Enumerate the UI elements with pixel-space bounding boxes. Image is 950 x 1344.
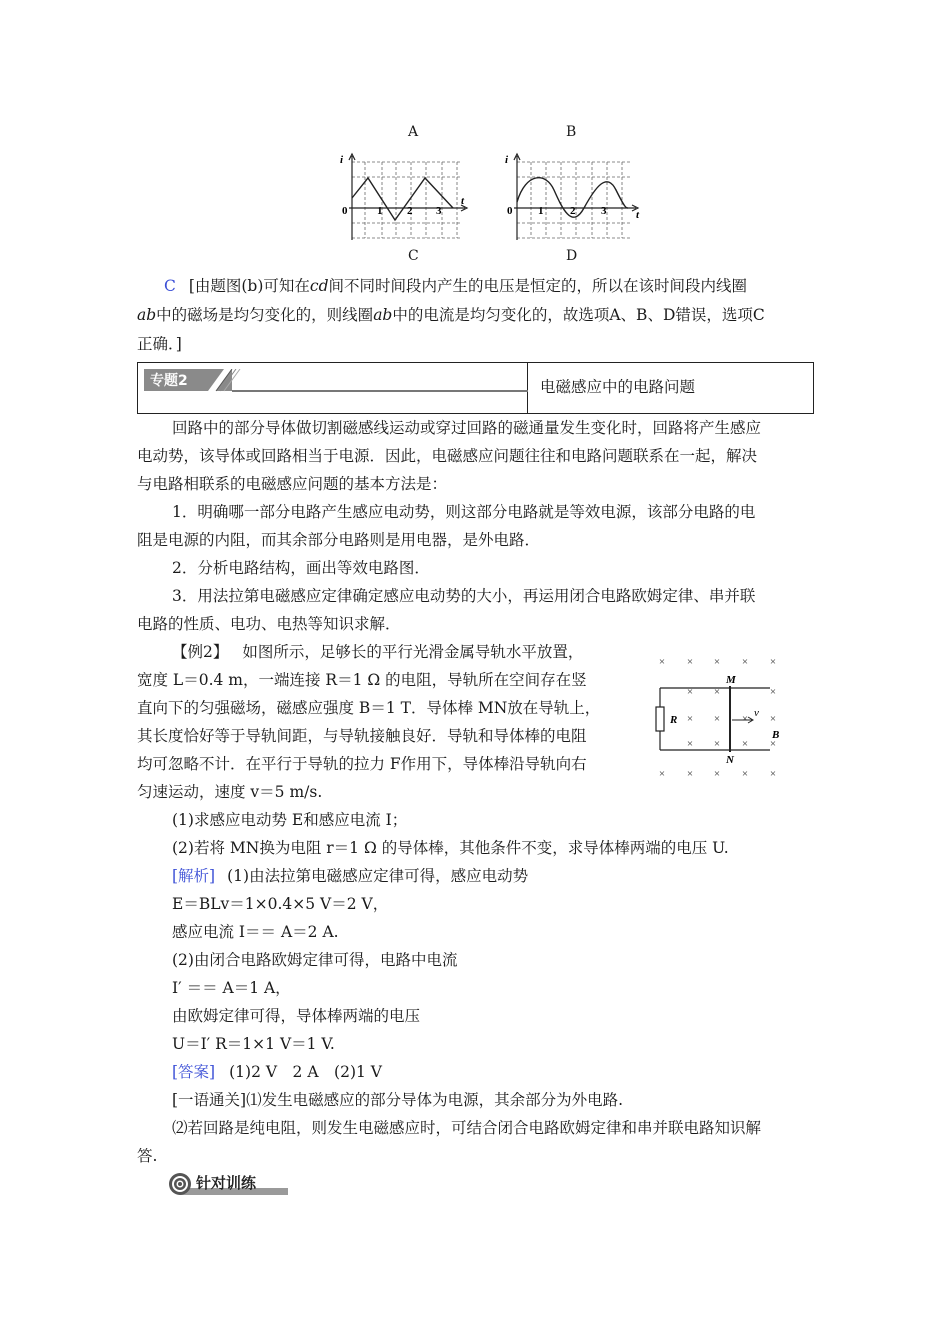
answer-tag: [答案] xyxy=(172,1063,216,1081)
figure-label-b: B xyxy=(566,124,577,140)
field-cross: × xyxy=(658,656,666,668)
solution-line-4: (2)由闭合电路欧姆定律可得，电路中电流 xyxy=(172,951,458,969)
tick-0: 0 xyxy=(507,205,513,217)
tick-1: 1 xyxy=(377,205,383,217)
example-question-1: (1)求感应电动势 E和感应电流 I； xyxy=(172,811,408,829)
field-cross: × xyxy=(769,768,777,780)
field-cross: × xyxy=(686,686,694,698)
topic-header-box xyxy=(137,362,814,414)
rod-label-n: N xyxy=(726,754,734,766)
intro-line-2: 电动势，该导体或回路相当于电源．因此，电磁感应问题往往和电路问题联系在一起，解决 xyxy=(137,447,758,465)
solution-line-3: 感应电流 I＝＝ A＝2 A. xyxy=(172,923,339,941)
example-line-4: 其长度恰好等于导轨间距，与导轨接触良好．导轨和导体棒的电阻 xyxy=(137,727,587,745)
field-label-b: B xyxy=(772,729,780,741)
solution-tag: [解析] xyxy=(172,867,216,885)
field-cross: × xyxy=(713,738,721,750)
axis-t-label: t xyxy=(636,209,640,221)
example-line-3: 直向下的匀强磁场，磁感应强度 B＝1 T．导体棒 MN放在导轨上， xyxy=(137,699,601,717)
tick-3: 3 xyxy=(601,205,607,217)
resistor-label-r: R xyxy=(670,714,678,726)
solution-line-2: E＝BLv＝1×0.4×5 V＝2 V， xyxy=(172,895,389,913)
answer-explanation-line-1: C [由题图(b)可知在cd间不同时间段内产生的电压是恒定的，所以在该时间段内线圈 xyxy=(164,277,748,295)
method-3-line-2: 电路的性质、电功、电热等知识求解． xyxy=(137,615,401,633)
method-1-line-1: 1．明确哪一部分电路产生感应电动势，则这部分电路就是等效电源，该部分电路的电 xyxy=(172,503,756,521)
answer-choice: C xyxy=(164,277,176,295)
answer-explanation-line-2: ab中的磁场是均匀变化的，则线圈ab中的电流是均匀变化的，故选项A、B、D错误，选项C xyxy=(137,306,765,324)
field-cross: × xyxy=(686,713,694,725)
rod-label-m: M xyxy=(726,674,736,686)
summary-line-2: ⑵若回路是纯电阻，则发生电磁感应时，可结合闭合电路欧姆定律和串并联电路知识解 xyxy=(172,1119,762,1137)
method-1-line-2: 阻是电源的内阻，而其余部分电路则是用电器，是外电路． xyxy=(137,531,541,549)
answer-line: [答案] (1)2 V 2 A (2)1 V xyxy=(172,1063,382,1081)
solution-line-7: U＝I′ R＝1×1 V＝1 V. xyxy=(172,1035,335,1053)
field-cross: × xyxy=(769,656,777,668)
summary-line-1: [一语通关]⑴发生电磁感应的部分导体为电源，其余部分为外电路. xyxy=(172,1091,624,1109)
waveform-figure-d xyxy=(502,150,647,242)
method-3-line-1: 3．用法拉第电磁感应定律确定感应电动势的大小，再运用闭合电路欧姆定律、串并联 xyxy=(172,587,756,605)
example-line-6: 匀速运动，速度 v＝5 m/s. xyxy=(137,783,323,801)
field-cross: × xyxy=(713,686,721,698)
example-tag: 【例2】 xyxy=(172,643,229,661)
field-cross: × xyxy=(769,738,777,750)
field-cross: × xyxy=(713,713,721,725)
field-cross: × xyxy=(769,686,777,698)
velocity-label-v: v xyxy=(754,707,759,719)
tick-3: 3 xyxy=(436,205,442,217)
field-cross: × xyxy=(741,768,749,780)
example-line-5: 均可忽略不计．在平行于导轨的拉力 F作用下，导体棒沿导轨向右 xyxy=(137,755,587,773)
example-question-2: (2)若将 MN换为电阻 r＝1 Ω 的导体棒，其他条件不变，求导体棒两端的电压 U. xyxy=(172,839,729,857)
topic-title: 电磁感应中的电路问题 xyxy=(540,378,696,396)
solution-line-1: [解析] (1)由法拉第电磁感应定律可得，感应电动势 xyxy=(172,867,529,885)
figure-label-d: D xyxy=(566,248,578,264)
topic-badge-label: 专题2 xyxy=(150,373,188,389)
solution-line-6: 由欧姆定律可得，导体棒两端的电压 xyxy=(172,1007,421,1025)
example-line-2: 宽度 L＝0.4 m，一端连接 R＝1 Ω 的电阻，导轨所在空间存在竖 xyxy=(137,671,587,689)
field-cross: × xyxy=(713,768,721,780)
summary-tag: [一语通关] xyxy=(172,1091,247,1109)
figure-label-c: C xyxy=(408,248,419,264)
axis-i-label: i xyxy=(505,154,509,166)
field-cross: × xyxy=(741,738,749,750)
circuit-diagram xyxy=(650,650,790,785)
topic-badge-ribbon xyxy=(198,369,538,395)
field-cross: × xyxy=(741,656,749,668)
training-label: 针对训练 xyxy=(196,1174,257,1192)
tick-1: 1 xyxy=(538,205,544,217)
method-2: 2．分析电路结构，画出等效电路图． xyxy=(172,559,430,577)
intro-line-3: 与电路相联系的电磁感应问题的基本方法是： xyxy=(137,475,448,493)
intro-line-1: 回路中的部分导体做切割磁感线运动或穿过回路的磁通量发生变化时，回路将产生感应 xyxy=(172,419,762,437)
tick-2: 2 xyxy=(570,205,576,217)
figure-label-a: A xyxy=(408,124,419,140)
field-cross: × xyxy=(686,768,694,780)
training-header xyxy=(168,1172,288,1196)
tick-0: 0 xyxy=(342,205,348,217)
axis-i-label: i xyxy=(340,154,344,166)
tick-2: 2 xyxy=(407,205,413,217)
waveform-figure-c xyxy=(335,150,470,242)
example-line-1: 【例2】 如图所示，足够长的平行光滑金属导轨水平放置， xyxy=(172,643,584,661)
field-cross: × xyxy=(741,713,749,725)
axis-t-label: t xyxy=(461,195,465,207)
field-cross: × xyxy=(686,656,694,668)
field-cross: × xyxy=(658,768,666,780)
field-cross: × xyxy=(769,713,777,725)
summary-line-3: 答. xyxy=(137,1147,158,1165)
field-cross: × xyxy=(686,738,694,750)
solution-line-5: I′ ＝＝ A＝1 A， xyxy=(172,979,291,997)
answer-explanation-line-3: 正确．] xyxy=(137,335,182,353)
field-cross: × xyxy=(713,656,721,668)
